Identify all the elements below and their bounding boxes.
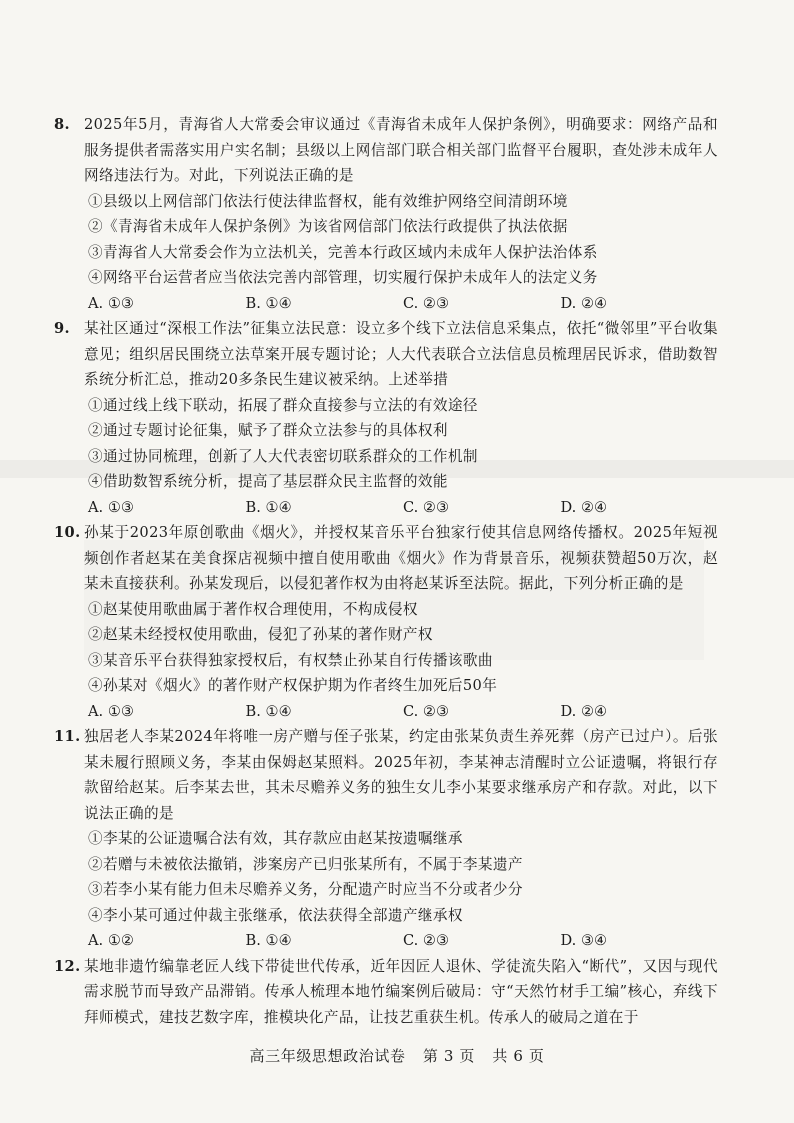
footer-exam-title: 高三年级思想政治试卷 xyxy=(249,1047,406,1065)
question-12 xyxy=(54,954,718,1031)
statement-option: ④借助数智系统分析，提高了基层群众民主监督的效能 xyxy=(88,473,448,490)
question-stem-text: 孙某于2023年原创歌曲《烟火》，并授权某音乐平台独家行使其信息网络传播权。2025年短视频创作者赵某在美食探店视频中擅自使用歌曲《烟火》作为背景音乐，视频获赞超50万次，赵某未直接获利。孙某发现后，以侵犯著作权为由将赵某诉至法院。据此，下列分析正确的是 xyxy=(84,524,718,592)
question-stem xyxy=(54,112,718,189)
question-9 xyxy=(54,316,718,520)
statement-option: ②赵某未经授权使用歌曲，侵犯了孙某的著作财产权 xyxy=(88,626,433,643)
statement-option: ④李小某可通过仲裁主张继承，依法获得全部遗产继承权 xyxy=(88,906,463,924)
statement-option: ①通过线上线下联动，拓展了群众直接参与立法的有效途径 xyxy=(88,396,478,414)
answer-choice: B. ①④ xyxy=(245,702,292,720)
question-stem xyxy=(54,954,718,1031)
statement-option: ②若赠与未被依法撤销，涉案房产已归张某所有，不属于李某遗产 xyxy=(88,855,523,873)
question-stem xyxy=(54,724,718,826)
question-stem xyxy=(54,316,718,393)
answer-choice: D. ③④ xyxy=(560,932,608,949)
answer-choices xyxy=(84,699,718,725)
answer-choice: B. ①④ xyxy=(245,932,292,949)
question-number: 8. xyxy=(54,116,71,133)
statement-option: ①李某的公证遗嘱合法有效，其存款应由赵某按遗嘱继承 xyxy=(88,830,463,847)
answer-choice: A. ①③ xyxy=(88,702,134,720)
question-number: 9. xyxy=(54,320,71,337)
question-number: 12. xyxy=(54,957,81,975)
page-footer xyxy=(0,1045,794,1066)
statement-option: ③若李小某有能力但未尽赡养义务，分配遗产时应当不分或者少分 xyxy=(88,881,523,898)
question-stem-text: 独居老人李某2024年将唯一房产赠与侄子张某，约定由张某负责生养死葬（房产已过户）。后张某未履行照顾义务，李某由保姆赵某照料。2025年初，李某神志清醒时立公证遗嘱，将银行存款留给赵某。后李某去世，其未尽赡养义务的独生女儿李小某要求继承房产和存款。对此，以下说法正确的是 xyxy=(84,728,718,822)
answer-choices xyxy=(84,495,718,521)
statement-option: ②《青海省未成年人保护条例》为该省网信部门依法行政提供了执法依据 xyxy=(88,218,568,235)
answer-choice: C. ②③ xyxy=(403,702,450,720)
footer-page-number: 第 3 页 xyxy=(422,1047,475,1065)
question-list xyxy=(54,112,718,1030)
statement-option: ③通过协同梳理，创新了人大代表密切联系群众的工作机制 xyxy=(88,447,478,465)
answer-choice: A. ①② xyxy=(88,932,134,949)
question-stem-text: 2025年5月，青海省人大常委会审议通过《青海省未成年人保护条例》，明确要求：网络产品和服务提供者需落实用户实名制；县级以上网信部门联合相关部门监督平台履职，查处涉未成年人网络违法行为。对此，下列说法正确的是 xyxy=(84,116,718,184)
statement-option: ④孙某对《烟火》的著作财产权保护期为作者终生加死后50年 xyxy=(88,677,498,694)
statement-option: ①县级以上网信部门依法行使法律监督权，能有效维护网络空间清朗环境 xyxy=(88,192,568,210)
answer-choice: D. ②④ xyxy=(560,294,608,312)
statement-option: ③青海省人大常委会作为立法机关，完善本行政区域内未成年人保护法治体系 xyxy=(88,243,598,261)
statement-option: ②通过专题讨论征集，赋予了群众立法参与的具体权利 xyxy=(88,422,448,439)
question-stem xyxy=(54,520,718,597)
answer-choices xyxy=(84,291,718,317)
answer-choices xyxy=(84,928,718,954)
statement-option: ④网络平台运营者应当依法完善内部管理，切实履行保护未成年人的法定义务 xyxy=(88,269,598,286)
answer-choice: D. ②④ xyxy=(560,498,608,516)
question-11 xyxy=(54,724,718,954)
statement-option: ①赵某使用歌曲属于著作权合理使用，不构成侵权 xyxy=(88,600,418,618)
answer-choice: B. ①④ xyxy=(245,294,292,312)
answer-choice: C. ②③ xyxy=(403,294,450,312)
answer-choice: C. ②③ xyxy=(403,498,450,516)
question-number: 10. xyxy=(54,524,81,541)
answer-choice: B. ①④ xyxy=(245,498,292,516)
statement-option: ③某音乐平台获得独家授权后，有权禁止孙某自行传播该歌曲 xyxy=(88,651,493,669)
answer-choice: A. ①③ xyxy=(88,294,134,312)
footer-total-pages: 共 6 页 xyxy=(492,1047,545,1065)
answer-choice: D. ②④ xyxy=(560,702,608,720)
question-stem-text: 某地非遗竹编靠老匠人线下带徒世代传承，近年因匠人退休、学徒流失陷入“断代”，又因与现代需求脱节而导致产品滞销。传承人梳理本地竹编案例后破局：守“天然竹材手工编”核心，弃线下拜师模式，建技艺数字库，推模块化产品，让技艺重获生机。传承人的破局之道在于 xyxy=(84,957,718,1026)
question-8 xyxy=(54,112,718,316)
answer-choice: C. ②③ xyxy=(403,932,450,949)
question-10 xyxy=(54,520,718,724)
question-stem-text: 某社区通过“深根工作法”征集立法民意：设立多个线下立法信息采集点，依托“微邻里”平台收集意见；组织居民围绕立法草案开展专题讨论；人大代表联合立法信息员梳理居民诉求，借助数智系统分析汇总，推动20多条民生建议被采纳。上述举措 xyxy=(84,320,718,388)
answer-choice: A. ①③ xyxy=(88,498,134,516)
question-number: 11. xyxy=(54,728,81,745)
